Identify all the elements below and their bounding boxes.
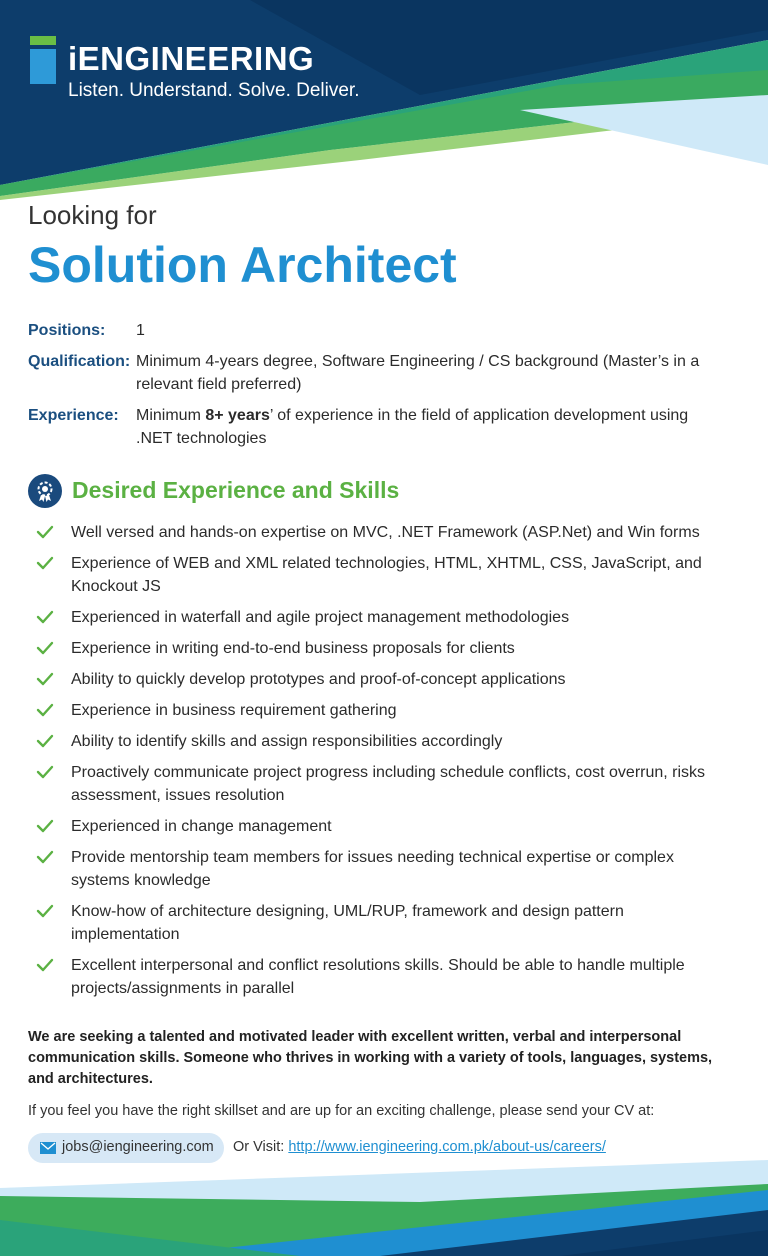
visit-label: Or Visit: bbox=[233, 1139, 285, 1155]
skill-item: Excellent interpersonal and conflict resolutions skills. Should be able to handle multiple projects/assignments in parallel bbox=[36, 954, 726, 1000]
experience-value: Minimum 8+ years’ of experience in the field of application development using .NET technologies bbox=[136, 407, 689, 447]
skill-item: Ability to identify skills and assign responsibilities accordingly bbox=[36, 730, 726, 753]
check-icon bbox=[36, 555, 54, 571]
skill-item: Proactively communicate project progress including schedule conflicts, cost overrun, risks assessment, issues resolution bbox=[36, 761, 726, 807]
email-address: jobs@iengineering.com bbox=[62, 1139, 214, 1155]
visit-line bbox=[233, 1139, 606, 1155]
company-logo bbox=[30, 36, 370, 106]
careers-link[interactable]: http://www.iengineering.com.pk/about-us/careers/ bbox=[288, 1139, 606, 1155]
skill-item: Experience in writing end-to-end business proposals for clients bbox=[36, 637, 726, 660]
positions-row bbox=[28, 319, 728, 342]
mail-icon bbox=[40, 1142, 56, 1154]
experience-label: Experience: bbox=[28, 407, 119, 424]
skills-section-title: Desired Experience and Skills bbox=[72, 477, 400, 503]
skill-item: Experience of WEB and XML related technologies, HTML, XHTML, CSS, JavaScript, and Knockout JS bbox=[36, 552, 726, 598]
check-icon bbox=[36, 671, 54, 687]
qualification-row bbox=[28, 350, 728, 396]
brand-tagline: Listen. Understand. Solve. Deliver. bbox=[68, 80, 360, 101]
check-icon bbox=[36, 733, 54, 749]
skill-item: Experienced in change management bbox=[36, 815, 726, 838]
check-icon bbox=[36, 524, 54, 540]
positions-value: 1 bbox=[136, 322, 145, 339]
experience-years: 8+ years bbox=[205, 407, 270, 424]
job-title: Solution Architect bbox=[28, 237, 457, 293]
email-button[interactable] bbox=[28, 1133, 224, 1163]
seeking-paragraph: We are seeking a talented and motivated leader with excellent written, verbal and interpersonal communication skills. Someone who thrives in working with a variety of tools, languages, systems, and architectures. bbox=[28, 1029, 713, 1087]
skill-item: Experience in business requirement gathering bbox=[36, 699, 726, 722]
intro-text: Looking for bbox=[28, 200, 157, 230]
skill-item: Experienced in waterfall and agile project management methodologies bbox=[36, 606, 726, 629]
skill-item: Provide mentorship team members for issues needing technical expertise or complex systems knowledge bbox=[36, 846, 726, 892]
check-icon bbox=[36, 818, 54, 834]
qualification-label: Qualification: bbox=[28, 353, 131, 370]
skill-item: Ability to quickly develop prototypes and proof-of-concept applications bbox=[36, 668, 726, 691]
check-icon bbox=[36, 609, 54, 625]
skill-item: Know-how of architecture designing, UML/RUP, framework and design pattern implementation bbox=[36, 900, 726, 946]
positions-label: Positions: bbox=[28, 322, 106, 339]
gear-badge-icon bbox=[28, 474, 62, 508]
cv-prompt: If you feel you have the right skillset and are up for an exciting challenge, please send your CV at: bbox=[28, 1103, 655, 1119]
check-icon bbox=[36, 640, 54, 656]
check-icon bbox=[36, 849, 54, 865]
logo-mark-icon bbox=[30, 36, 56, 84]
skill-item: Well versed and hands-on expertise on MVC, .NET Framework (ASP.Net) and Win forms bbox=[36, 521, 726, 544]
skills-list bbox=[36, 521, 726, 1008]
check-icon bbox=[36, 702, 54, 718]
check-icon bbox=[36, 764, 54, 780]
check-icon bbox=[36, 903, 54, 919]
check-icon bbox=[36, 957, 54, 973]
experience-row bbox=[28, 404, 728, 450]
brand-name: iENGINEERING bbox=[68, 40, 315, 77]
qualification-value: Minimum 4-years degree, Software Engineering / CS background (Master’s in a relevant field preferred) bbox=[136, 353, 700, 393]
footer-banner bbox=[0, 1160, 768, 1256]
